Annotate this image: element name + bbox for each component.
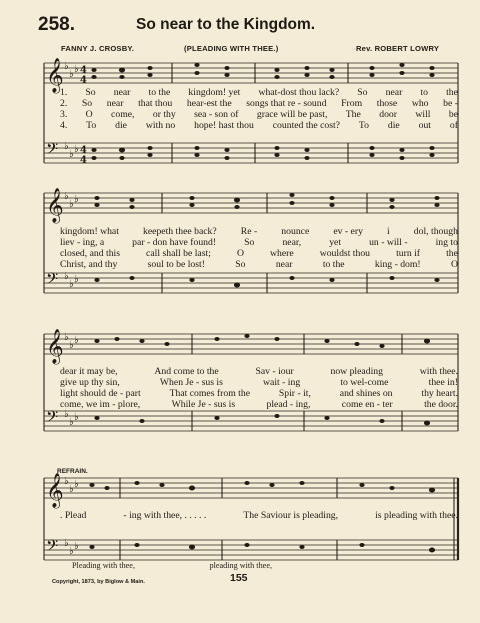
verse-2-line: liev - ing, a par - don have found! So near, yet un - will - ing to xyxy=(60,237,458,248)
verse-3-line: light should de - part That comes from the Spir - it, and shines on thy heart. xyxy=(60,388,458,399)
svg-text:♭: ♭ xyxy=(69,69,74,80)
svg-text:𝄞: 𝄞 xyxy=(46,329,64,364)
svg-text:♭: ♭ xyxy=(64,191,69,202)
svg-text:♭: ♭ xyxy=(74,64,79,75)
svg-text:♭: ♭ xyxy=(69,484,74,495)
svg-text:♭: ♭ xyxy=(69,279,74,290)
verse-2-line: give up thy sin, When Je - sus is wait - ing to wel-come thee in! xyxy=(60,377,458,388)
verse-3-line: 3. O come, or thy sea - son of grace will be past, The door will be xyxy=(60,109,458,120)
notes-treble xyxy=(91,63,434,79)
svg-text:♭: ♭ xyxy=(74,479,79,490)
svg-text:4: 4 xyxy=(80,75,87,86)
svg-text:♭: ♭ xyxy=(64,538,69,549)
refrain-label: REFRAIN. xyxy=(57,468,88,475)
bass-staff xyxy=(44,143,458,163)
page-number: 155 xyxy=(230,572,248,584)
svg-text:♭: ♭ xyxy=(69,199,74,210)
svg-text:♭: ♭ xyxy=(69,149,74,160)
svg-text:♭: ♭ xyxy=(69,546,74,557)
svg-text:4: 4 xyxy=(80,145,87,156)
svg-text:♭: ♭ xyxy=(64,332,69,343)
svg-text:♭: ♭ xyxy=(64,141,69,152)
hymn-number: 258. xyxy=(38,14,75,35)
verse-lines-system-2 xyxy=(60,226,458,270)
verse-1-line: dear it may be, And come to the Sav - iour now pleading with thee. xyxy=(60,366,458,377)
verse-4-line: Christ, and thy soul to be lost! So near to the king - dom! O xyxy=(60,259,458,270)
verse-lines-system-3 xyxy=(60,366,458,410)
copyright-notice: Copyright, 1873, by Biglow & Main. xyxy=(52,579,145,585)
svg-text:𝄢: 𝄢 xyxy=(46,537,59,559)
verse-lines-system-1 xyxy=(60,87,458,131)
verse-4-line: come, we im - plore, While Je - sus is plead - ing, come en - ter the door. xyxy=(60,399,458,410)
refrain-line-1: . Plead - ing with thee, . . . . . The Saviour is pleading, is pleading with thee. xyxy=(60,510,458,521)
svg-text:♭: ♭ xyxy=(74,274,79,285)
treble-clef: 𝄞 xyxy=(46,58,64,93)
svg-text:♭: ♭ xyxy=(64,476,69,487)
music-system-refrain xyxy=(42,470,460,575)
svg-text:♭: ♭ xyxy=(74,144,79,155)
svg-text:♭: ♭ xyxy=(64,61,69,72)
verse-3-line: closed, and this call shall be last; O where wouldst thou turn if the xyxy=(60,248,458,259)
svg-text:♭: ♭ xyxy=(74,335,79,346)
author-credit: FANNY J. CROSBY. xyxy=(61,44,135,53)
svg-text:♭: ♭ xyxy=(74,541,79,552)
svg-text:𝄞: 𝄞 xyxy=(46,188,64,223)
hymn-title: So near to the Kingdom. xyxy=(136,16,316,33)
treble-staff xyxy=(44,63,458,83)
tune-name: (PLEADING WITH THEE.) xyxy=(184,44,279,53)
svg-text:♭: ♭ xyxy=(74,194,79,205)
verse-1-line: 1. So near to the kingdom! yet what-dost thou lack? So near to the xyxy=(60,87,458,98)
svg-text:4: 4 xyxy=(80,65,87,76)
refrain-line-2: Pleading with thee, pleading with thee, xyxy=(72,561,272,570)
svg-text:♭: ♭ xyxy=(69,417,74,428)
svg-text:♭: ♭ xyxy=(74,412,79,423)
svg-text:𝄢: 𝄢 xyxy=(46,408,59,430)
svg-text:𝄞: 𝄞 xyxy=(46,473,64,508)
verse-4-line: 4. To die with no hope! hast thou counted the cost? To die out of xyxy=(60,120,458,131)
svg-text:♭: ♭ xyxy=(69,340,74,351)
svg-text:♭: ♭ xyxy=(64,271,69,282)
svg-text:♭: ♭ xyxy=(64,409,69,420)
verse-2-line: 2. So near that thou hear-est the songs that re - sound From those who be - xyxy=(60,98,458,109)
composer-credit: Rev. ROBERT LOWRY xyxy=(356,44,440,53)
bass-clef: 𝄢 xyxy=(46,140,59,162)
svg-text:4: 4 xyxy=(80,155,87,166)
svg-text:𝄢: 𝄢 xyxy=(46,270,59,292)
verse-1-line: kingdom! what keepeth thee back? Re - nounce ev - ery i dol, though xyxy=(60,226,458,237)
